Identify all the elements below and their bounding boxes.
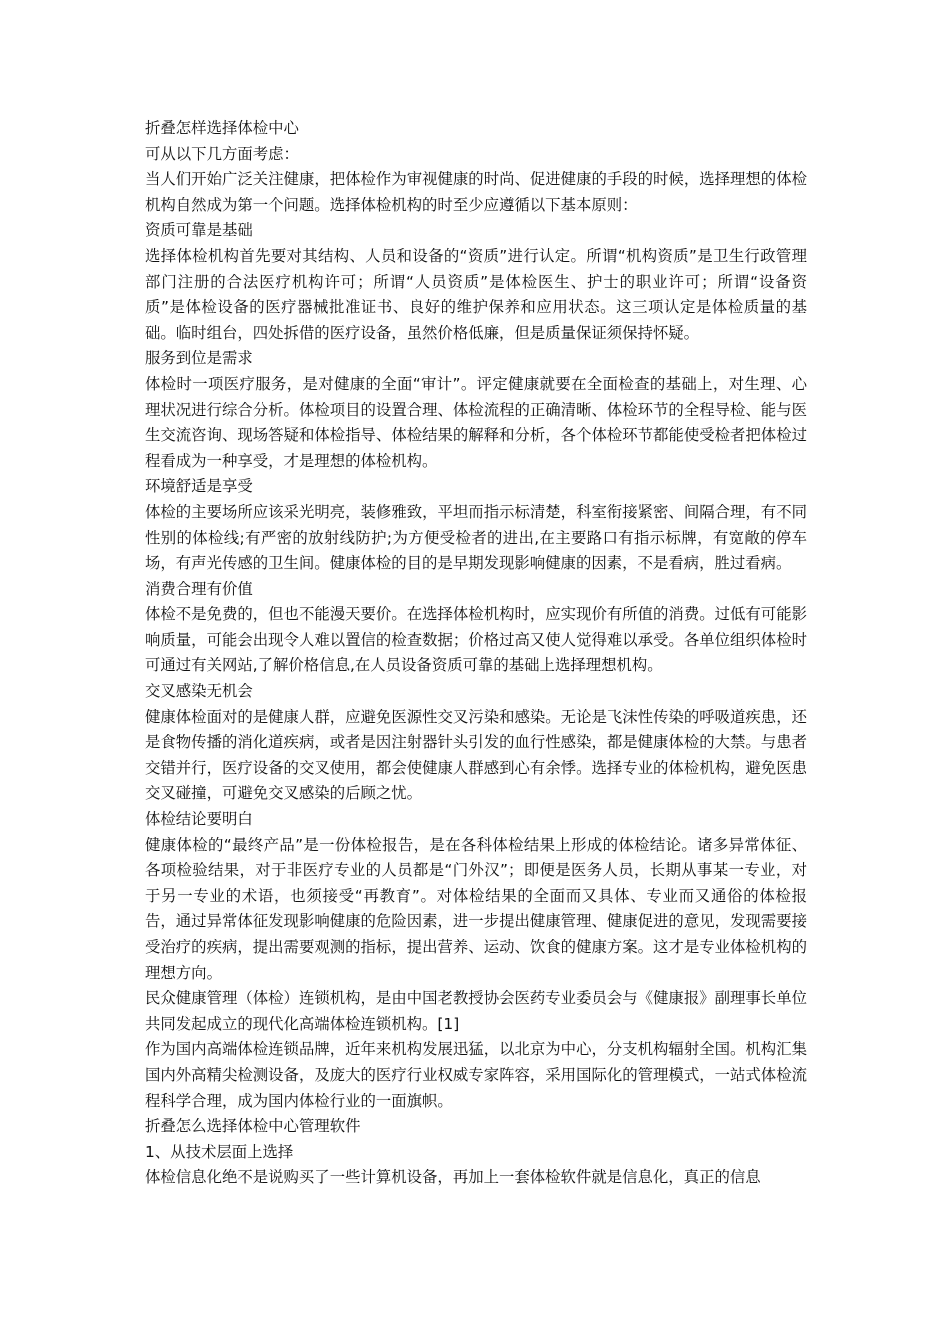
- subheading: 环境舒适是享受: [145, 477, 253, 496]
- section-heading: 折叠怎么选择体检中心管理软件: [145, 1117, 361, 1136]
- paragraph: 体检的主要场所应该采光明亮，装修雅致，平坦而指示标清楚，科室衔接紧密、间隔合理，有不同性别的体检线;有严密的放射线防护;为方便受检者的进出,在主要路口有指示标牌，有宽敞的停车场，有声光传感的卫生间。健康体检的目的是早期发现影响健康的因素，不是看病，胜过看病。: [145, 502, 807, 573]
- paragraph: 健康体检面对的是健康人群，应避免医源性交叉污染和感染。无论是飞沫性传染的呼吸道疾患，还是食物传播的消化道疾病，或者是因注射器针头引发的血行性感染，都是健康体检的大禁。与患者交错并行，医疗设备的交叉使用，都会使健康人群感到心有余悸。选择专业的体检机构，避免医患交叉碰撞，可避免交叉感染的后顾之忧。: [145, 707, 807, 803]
- subheading: 1、从技术层面上选择: [145, 1142, 294, 1161]
- paragraph: 体检信息化绝不是说购买了一些计算机设备，再加上一套体检软件就是信息化，真正的信息: [145, 1168, 761, 1187]
- subheading: 消费合理有价值: [145, 579, 253, 598]
- section-heading: 折叠怎样选择体检中心: [145, 119, 299, 137]
- subheading: 服务到位是需求: [145, 349, 253, 368]
- paragraph: 民众健康管理（体检）连锁机构，是由中国老教授协会医药专业委员会与《健康报》副理事长单位共同发起成立的现代化高端体检连锁机构。[1]: [145, 989, 807, 1033]
- paragraph: 选择体检机构首先要对其结构、人员和设备的“资质”进行认定。所谓“机构资质”是卫生行政管理部门注册的合法医疗机构许可；所谓“人员资质”是体检医生、护士的职业许可；所谓“设备资质”是体检设备的医疗器械批准证书、良好的维护保养和应用状态。这三项认定是体检质量的基础。临时组台，四处拆借的医疗设备，虽然价格低廉，但是质量保证须保持怀疑。: [145, 246, 807, 342]
- paragraph: 作为国内高端体检连锁品牌，近年来机构发展迅猛，以北京为中心，分支机构辐射全国。机构汇集国内外高精尖检测设备，及庞大的医疗行业权威专家阵容，采用国际化的管理模式，一站式体检流程科学合理，成为国内体检行业的一面旗帜。: [145, 1040, 807, 1110]
- intro-line: 可从以下几方面考虑：: [145, 144, 299, 163]
- paragraph: 体检时一项医疗服务，是对健康的全面“审计”。评定健康就要在全面检查的基础上，对生理、心理状况进行综合分析。体检项目的设置合理、体检流程的正确清晰、体检环节的全程导检、能与医生交流咨询、现场答疑和体检指导、体检结果的解释和分析，各个体检环节都能使受检者把体检过程看成为一种享受，才是理想的体检机构。: [145, 374, 807, 470]
- paragraph: 体检不是免费的，但也不能漫天要价。在选择体检机构时，应实现价有所值的消费。过低有可能影响质量，可能会出现令人难以置信的检查数据；价格过高又使人觉得难以承受。各单位组织体检时可通过有关网站,了解价格信息,在人员设备资质可靠的基础上选择理想机构。: [145, 605, 807, 675]
- document-body: [145, 116, 807, 1191]
- subheading: 交叉感染无机会: [145, 682, 253, 701]
- paragraph: 当人们开始广泛关注健康，把体检作为审视健康的时尚、促进健康的手段的时候，选择理想的体检机构自然成为第一个问题。选择体检机构的时至少应遵循以下基本原则：: [145, 170, 807, 214]
- paragraph: 健康体检的“最终产品”是一份体检报告，是在各科体检结果上形成的体检结论。诸多异常体征、各项检验结果，对于非医疗专业的人员都是“门外汉”；即便是医务人员，长期从事某一专业，对于另一专业的术语，也须接受“再教育”。对体检结果的全面而又具体、专业而又通俗的体检报告，通过异常体征发现影响健康的危险因素，进一步提出健康管理、健康促进的意见，发现需要接受治疗的疾病，提出需要观测的指标，提出营养、运动、饮食的健康方案。这才是专业体检机构的理想方向。: [145, 835, 807, 982]
- subheading: 资质可靠是基础: [145, 221, 253, 240]
- subheading: 体检结论要明白: [145, 810, 253, 829]
